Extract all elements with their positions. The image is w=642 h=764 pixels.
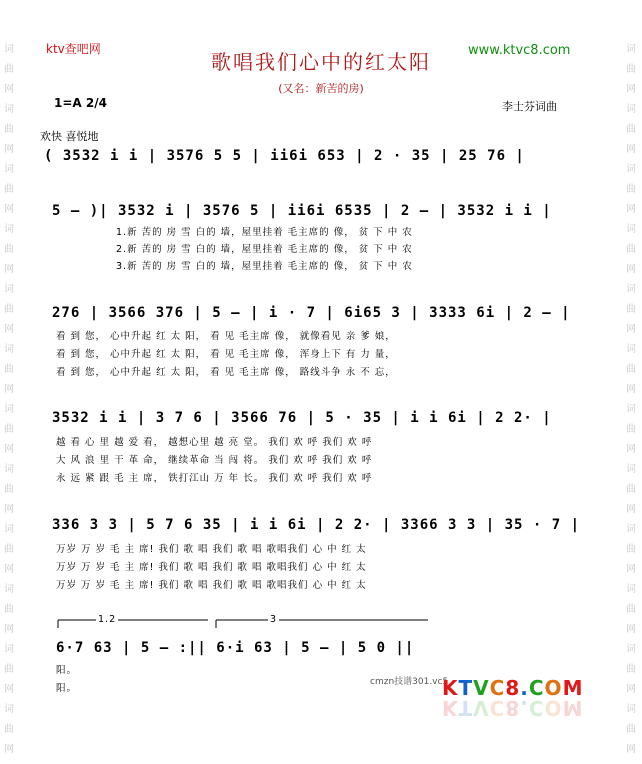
- lyric-line: 阳。: [56, 665, 78, 676]
- logo-letter: C: [489, 676, 506, 700]
- watermark-char: 词: [626, 44, 636, 55]
- volta-label-1: 1.2: [98, 614, 117, 625]
- watermark-char: 词: [4, 284, 14, 295]
- watermark-char: 词: [4, 644, 14, 655]
- lyric-line: 万岁 万 岁 毛 主 席! 我们 歌 唱 我们 歌 唱 歌唱我们 心 中 红 太: [56, 580, 367, 591]
- lyric-line: 大 风 浪 里 干 革 命， 继续革命 当 闯 将。 我们 欢 呼 我们 欢 呼: [56, 455, 373, 466]
- watermark-char: 网: [4, 204, 14, 215]
- notation-line-1: ( 3532 i i | 3576 5 5 | ii6i 653 | 2 · 35 | 25 76 |: [44, 148, 525, 164]
- lyric-line: 万岁 万 岁 毛 主 席! 我们 歌 唱 我们 歌 唱 歌唱我们 心 中 红 太: [56, 544, 367, 555]
- logo-letter: M: [562, 696, 584, 720]
- watermark-char: 词: [626, 644, 636, 655]
- watermark-char: 词: [626, 704, 636, 715]
- logo-letter: 8: [505, 696, 521, 720]
- logo-letter: T: [458, 696, 474, 720]
- logo-letter: 8: [505, 676, 521, 700]
- logo-letter: C: [528, 676, 545, 700]
- watermark-char: 曲: [4, 184, 14, 195]
- watermark-char: 词: [4, 704, 14, 715]
- watermark-char: 词: [4, 44, 14, 55]
- watermark-char: 网: [626, 144, 636, 155]
- logo-letter: V: [473, 676, 490, 700]
- watermark-char: 网: [4, 84, 14, 95]
- score-footer-text: cmzn技谱301.vc5: [370, 677, 449, 687]
- watermark-char: 曲: [626, 544, 636, 555]
- watermark-char: 曲: [626, 124, 636, 135]
- watermark-char: 网: [626, 324, 636, 335]
- watermark-char: 词: [626, 584, 636, 595]
- watermark-char: 网: [626, 744, 636, 755]
- composer-credit: 李士芬词曲: [502, 100, 557, 113]
- lyric-line: 永 远 紧 跟 毛 主 席， 铁打江山 万 年 长。 我们 欢 呼 我们 欢 呼: [56, 473, 373, 484]
- lyric-line: 看 到 您， 心中升起 红 太 阳， 看 见 毛主席 像， 路线斗争 永 不 忘，: [56, 367, 396, 378]
- watermark-char: 曲: [4, 64, 14, 75]
- watermark-char: 词: [626, 344, 636, 355]
- logo-letter: V: [473, 696, 490, 720]
- watermark-char: 词: [626, 524, 636, 535]
- site-url-right[interactable]: www.ktvc8.com: [468, 43, 571, 58]
- lyric-line: 看 到 您， 心中升起 红 太 阳， 看 见 毛主席 像， 就像看见 亲 爹 娘，: [56, 331, 396, 342]
- watermark-char: 曲: [4, 424, 14, 435]
- logo-letter: C: [489, 696, 506, 720]
- notation-line-3: 276 | 3566 376 | 5 – | i · 7 | 6i65 3 | 3333 6i | 2 – |: [52, 305, 571, 321]
- watermark-char: 曲: [4, 484, 14, 495]
- lyric-line: 阳。: [56, 683, 78, 694]
- watermark-char: 词: [626, 164, 636, 175]
- watermark-char: 词: [4, 464, 14, 475]
- watermark-char: 曲: [4, 364, 14, 375]
- watermark-char: 词: [626, 284, 636, 295]
- watermark-char: 词: [4, 344, 14, 355]
- watermark-char: 网: [4, 144, 14, 155]
- watermark-char: 曲: [626, 364, 636, 375]
- lyric-line: 万岁 万 岁 毛 主 席! 我们 歌 唱 我们 歌 唱 歌唱我们 心 中 红 太: [56, 562, 367, 573]
- key-signature: 1=A 2/4: [54, 96, 107, 110]
- logo-letter: T: [458, 676, 474, 700]
- watermark-char: 词: [626, 464, 636, 475]
- logo-letter: K: [442, 676, 459, 700]
- logo-letter: M: [562, 676, 584, 700]
- watermark-char: 词: [4, 404, 14, 415]
- watermark-char: 网: [4, 264, 14, 275]
- song-title: 歌唱我们心中的红太阳: [211, 50, 431, 74]
- watermark-char: 网: [626, 384, 636, 395]
- watermark-char: 词: [626, 404, 636, 415]
- watermark-char: 曲: [626, 64, 636, 75]
- watermark-char: 曲: [626, 484, 636, 495]
- watermark-char: 网: [626, 564, 636, 575]
- watermark-char: 网: [4, 504, 14, 515]
- logo-letter: O: [544, 696, 563, 720]
- watermark-char: 词: [4, 524, 14, 535]
- watermark-char: 网: [4, 684, 14, 695]
- watermark-char: 曲: [4, 244, 14, 255]
- logo-letter: K: [442, 696, 459, 720]
- watermark-char: 曲: [4, 664, 14, 675]
- watermark-char: 网: [4, 384, 14, 395]
- watermark-char: 网: [626, 624, 636, 635]
- notation-line-5: 336 3 3 | 5 7 6 35 | i i 6i | 2 2· | 3366 3 3 | 35 · 7 |: [52, 517, 581, 533]
- tempo-marking: 欢快 喜悦地: [40, 130, 99, 143]
- watermark-char: 网: [626, 684, 636, 695]
- right-watermark: [624, 40, 638, 760]
- watermark-char: 曲: [4, 604, 14, 615]
- watermark-char: 网: [626, 504, 636, 515]
- lyric-line: 2.新 苦的 房 雪 白的 墙，屋里挂着 毛主席的 像， 贫 下 中 农: [116, 244, 413, 255]
- watermark-char: 网: [626, 84, 636, 95]
- site-name-left[interactable]: ktv查吧网: [46, 42, 101, 56]
- watermark-char: 曲: [4, 544, 14, 555]
- watermark-char: 曲: [626, 604, 636, 615]
- watermark-char: 网: [4, 624, 14, 635]
- lyric-line: 3.新 苦的 房 雪 白的 墙，屋里挂着 毛主席的 像， 贫 下 中 农: [116, 261, 413, 272]
- watermark-char: 词: [4, 224, 14, 235]
- left-watermark: [2, 40, 16, 760]
- volta-label-2: 3: [270, 614, 278, 625]
- notation-line-4: 3532 i i | 3 7 6 | 3566 76 | 5 · 35 | i i 6i | 2 2· |: [52, 410, 552, 426]
- watermark-char: 词: [4, 104, 14, 115]
- watermark-char: 网: [4, 444, 14, 455]
- watermark-char: 词: [4, 164, 14, 175]
- watermark-char: 曲: [626, 244, 636, 255]
- watermark-char: 词: [626, 104, 636, 115]
- notation-line-6: 6·7 63 | 5 – :|| 6·i 63 | 5 – | 5 0 ||: [56, 640, 415, 656]
- watermark-char: 词: [4, 584, 14, 595]
- watermark-char: 曲: [626, 304, 636, 315]
- logo-letter: O: [544, 676, 563, 700]
- watermark-char: 网: [4, 744, 14, 755]
- logo-letter: C: [528, 696, 545, 720]
- watermark-char: 词: [626, 224, 636, 235]
- lyric-line: 看 到 您， 心中升起 红 太 阳， 看 见 毛主席 像， 浑身上下 有 力 量，: [56, 349, 396, 360]
- watermark-char: 曲: [626, 424, 636, 435]
- watermark-char: 曲: [4, 304, 14, 315]
- watermark-char: 网: [626, 444, 636, 455]
- watermark-char: 网: [626, 204, 636, 215]
- watermark-char: 曲: [4, 724, 14, 735]
- watermark-char: 网: [4, 324, 14, 335]
- watermark-char: 网: [4, 564, 14, 575]
- watermark-char: 曲: [626, 184, 636, 195]
- lyric-line: 1.新 苦的 房 雪 白的 墙，屋里挂着 毛主席的 像， 贫 下 中 农: [116, 227, 413, 238]
- watermark-char: 曲: [626, 724, 636, 735]
- logo-letter: .: [520, 696, 529, 720]
- watermark-char: 网: [626, 264, 636, 275]
- notation-line-2: 5 – )| 3532 i | 3576 5 | ii6i 6535 | 2 – | 3532 i i |: [52, 203, 552, 219]
- watermark-char: 曲: [4, 124, 14, 135]
- watermark-char: 曲: [626, 664, 636, 675]
- lyric-line: 越 看 心 里 越 爱 看， 越想心里 越 亮 堂。 我们 欢 呼 我们 欢 呼: [56, 437, 373, 448]
- song-subtitle: (又名：新苦的房): [278, 82, 364, 95]
- ktvc8-logo-reflection: [442, 696, 583, 720]
- logo-letter: .: [520, 676, 529, 700]
